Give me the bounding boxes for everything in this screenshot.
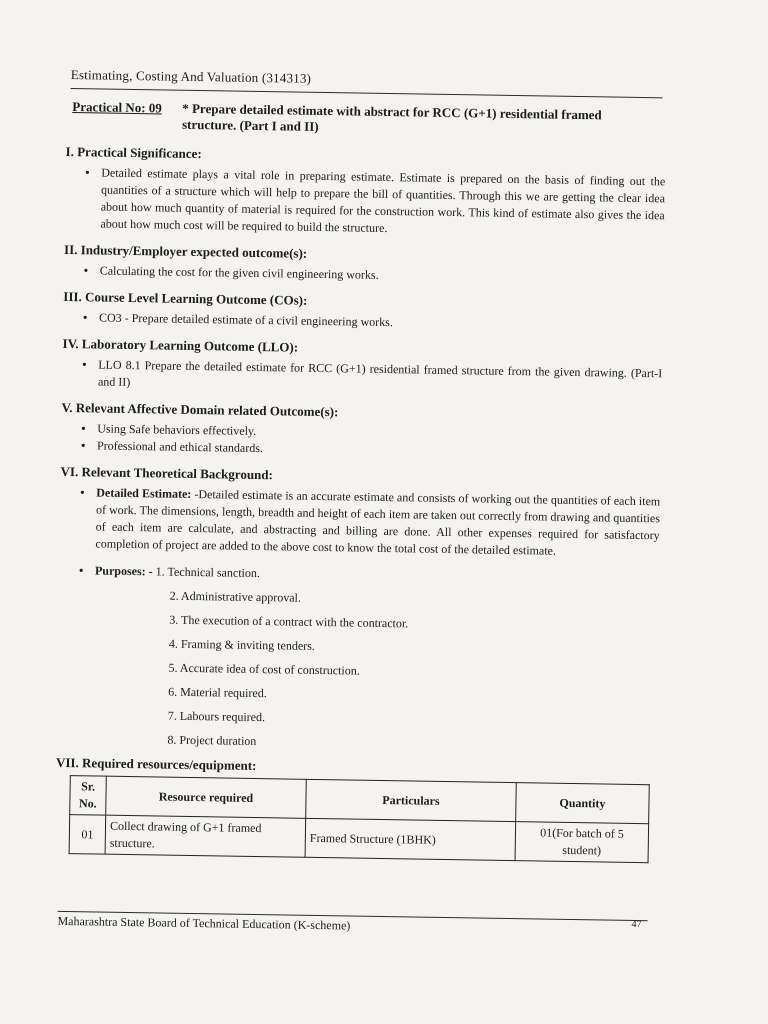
page-footer bbox=[57, 911, 647, 938]
document-body bbox=[55, 143, 666, 863]
purpose-item-3: 3. The execution of a contract with the contractor. bbox=[169, 612, 409, 631]
page-number: 47 bbox=[631, 918, 642, 931]
detailed-estimate-label: Detailed Estimate: bbox=[96, 485, 192, 501]
col-particulars: Particulars bbox=[306, 779, 517, 821]
section-heading-2: II. Industry/Employer expected outcome(s): bbox=[63, 241, 308, 261]
cell-sr-no: 01 bbox=[69, 815, 106, 855]
bullet-detailed-estimate bbox=[59, 484, 660, 561]
bullet-affective-1: • Using Safe behaviors effectively. bbox=[61, 420, 661, 446]
practical-title: * Prepare detailed estimate with abstract for RCC (G+1) residential framed structure. (Part I and II) bbox=[181, 100, 602, 134]
purposes-label: Purposes: - bbox=[94, 563, 153, 579]
practical-number: Practical No: 09 bbox=[72, 99, 162, 116]
course-header: Estimating, Costing And Valuation (314313) bbox=[70, 67, 312, 86]
section-heading-6: VI. Relevant Theoretical Background: bbox=[60, 463, 274, 483]
section-heading-3: III. Course Level Learning Outcome (COs): bbox=[63, 288, 308, 308]
purpose-item-7: 7. Labours required. bbox=[167, 708, 266, 725]
bullet-course-outcome: • CO3 - Prepare detailed estimate of a civil engineering works. bbox=[63, 309, 663, 335]
detailed-estimate-text: -Detailed estimate is an accurate estimate and consists of working out the quantities of each item of work. The dimensions, length, breadth and height of each item are taken out correctly from drawing and quantities of each item are calculate, and abstracting and billing are done. All other expenses required for satisfactory completion of project are added to the above cost to know the total cost of the detailed estimate. bbox=[95, 486, 661, 558]
footer-board: Maharashtra State Board of Technical Education (K-scheme) bbox=[57, 913, 351, 933]
cell-resource: Collect drawing of G+1 framed structure. bbox=[105, 815, 306, 857]
purpose-item-2: 2. Administrative approval. bbox=[169, 588, 302, 605]
table-row bbox=[69, 815, 649, 863]
section-heading-1: I. Practical Significance: bbox=[65, 143, 202, 162]
resources-table bbox=[69, 775, 650, 863]
cell-quantity: 01(For batch of 5 student) bbox=[515, 822, 649, 863]
purpose-item-5: 5. Accurate idea of cost of construction. bbox=[168, 660, 360, 678]
section-heading-5: V. Relevant Affective Domain related Outcome(s): bbox=[61, 399, 339, 420]
col-resource: Resource required bbox=[106, 776, 307, 818]
purpose-item-1: 1. Technical sanction. bbox=[155, 564, 261, 581]
section-heading-7: VII. Required resources/equipment: bbox=[55, 754, 257, 774]
bullet-significance: • Detailed estimate plays a vital role in preparing estimate. Estimate is prepared on the basis of finding out the quantities of a structure which will help to prepare the bill of quantities. Through this we are getting the clear idea about how much quantity of material is required for the construction work. This kind of estimate also gives the idea about how much cost will be required to build the structure. bbox=[64, 164, 665, 241]
col-sr-no: Sr. No. bbox=[70, 776, 107, 816]
purpose-item-8: 8. Project duration bbox=[167, 732, 257, 749]
bullet-industry-outcome: • Calculating the cost for the given civil engineering works. bbox=[64, 262, 664, 288]
bullet-llo: • LLO 8.1 Prepare the detailed estimate for RCC (G+1) residential framed structure from the given drawing. (Part-I and II) bbox=[62, 356, 662, 399]
col-quantity: Quantity bbox=[516, 783, 650, 824]
bullet-purposes bbox=[59, 562, 659, 588]
section-heading-4: IV. Laboratory Learning Outcome (LLO): bbox=[62, 335, 299, 355]
purpose-list bbox=[167, 588, 658, 757]
practical-heading bbox=[72, 99, 662, 134]
purpose-item-4: 4. Framing & inviting tenders. bbox=[168, 636, 315, 653]
purpose-item-6: 6. Material required. bbox=[168, 684, 267, 701]
bullet-affective-2: • Professional and ethical standards. bbox=[61, 437, 661, 463]
cell-particulars: Framed Structure (1BHK) bbox=[305, 818, 516, 860]
